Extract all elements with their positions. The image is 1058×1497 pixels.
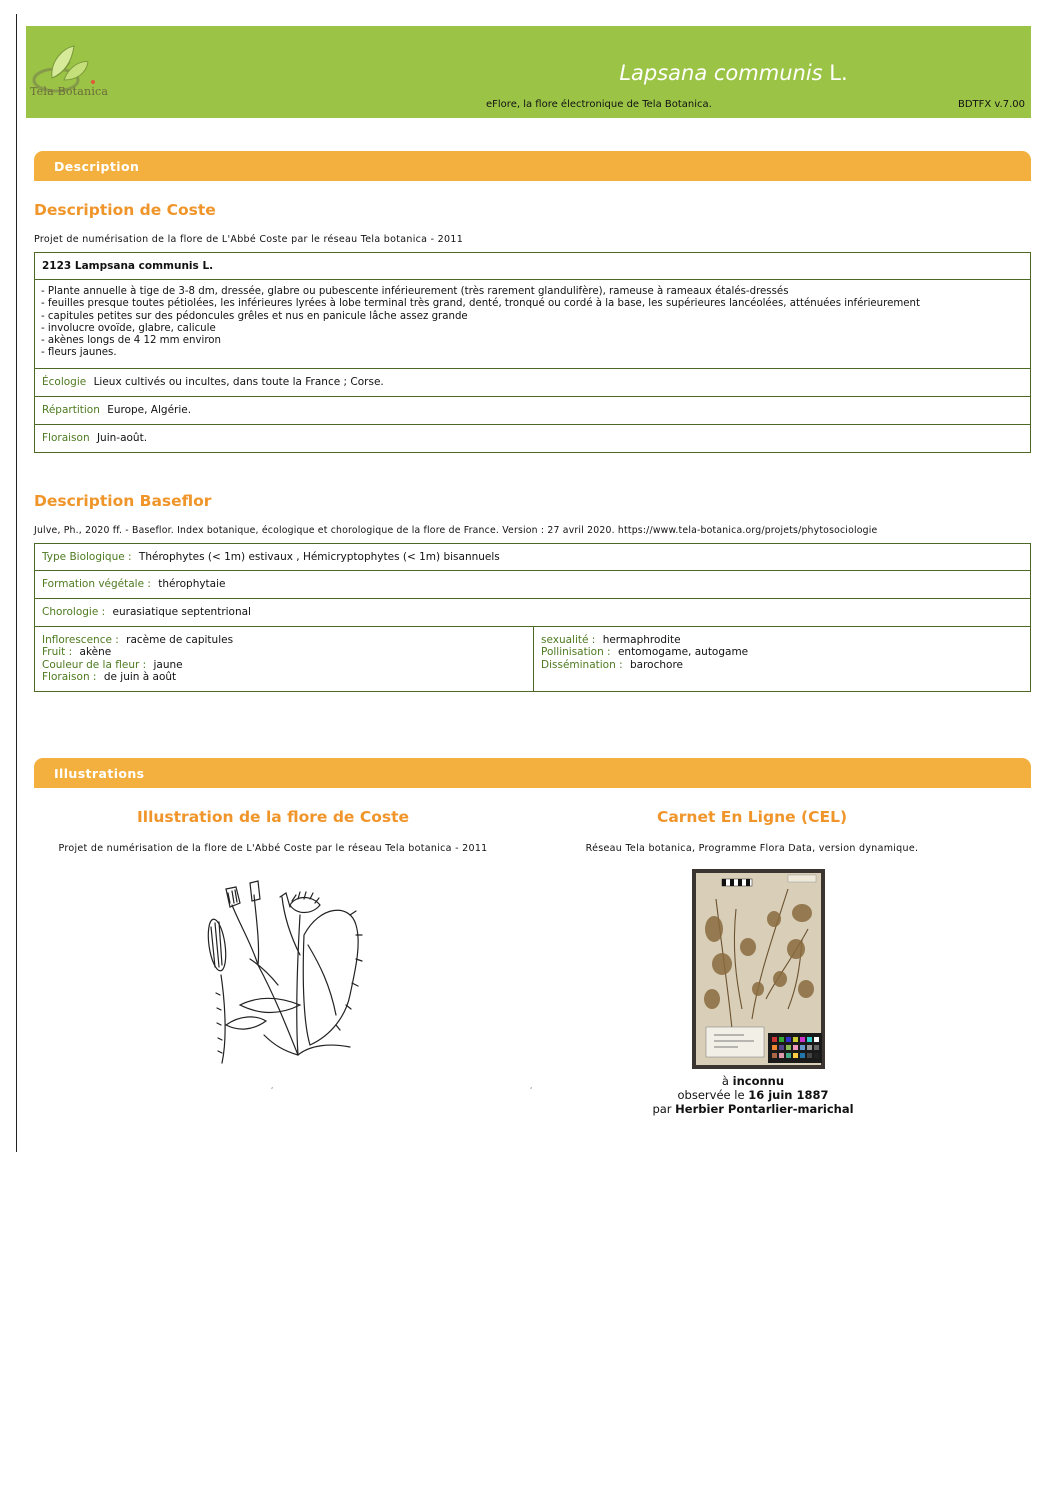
coste-description-row	[34, 279, 1031, 369]
cel-location-prefix: à	[721, 1074, 729, 1088]
pollinisation-value: entomogame, autogame	[617, 646, 749, 659]
floraison-row	[34, 424, 1031, 453]
coste-line: - involucre ovoïde, glabre, calicule	[41, 322, 216, 334]
coste-line: - feuilles presque toutes pétiolées, les inférieures lyrées à lobe terminal très grand, denté, tronqué ou cordé à la base, les supérieures lancéolées, atténuées inférieurement	[41, 298, 920, 310]
coste-name-row	[34, 252, 1031, 280]
coste-line: - fleurs jaunes.	[41, 347, 117, 359]
fruit-value: akène	[79, 646, 112, 659]
chorologie-value: eurasiatique septentrional	[112, 606, 251, 618]
description-section-bar: Description	[34, 151, 1031, 181]
sexualite-value: hermaphrodite	[602, 634, 681, 646]
herbarium-specimen-image	[692, 869, 825, 1069]
inflorescence-value: racème de capitules	[126, 634, 234, 646]
coste-line: - akènes longs de 4 12 mm environ	[41, 335, 221, 347]
coste-illustration-source: Projet de numérisation de la flore de L'Abbé Coste par le réseau Tela botanica - 2011	[58, 843, 488, 854]
ecologie-row	[34, 368, 1031, 397]
repartition-label: Répartition	[42, 404, 100, 416]
coste-line: - Plante annuelle à tige de 3-8 dm, dressée, glabre ou pubescente inférieurement (très rarement glandulifère), rameuse à rameaux étalés-dressés	[41, 286, 789, 297]
fruit-label: Fruit :	[42, 646, 73, 659]
type-biologique-value: Thérophytes (< 1m) estivaux , Hémicryptophytes (< 1m) bisannuels	[138, 551, 500, 563]
illustrations-section-bar: Illustrations	[34, 758, 1031, 788]
floraison-baseflor-label: Floraison :	[42, 671, 97, 684]
baseflor-heading: Description Baseflor	[34, 492, 212, 510]
cel-location: inconnu	[732, 1074, 785, 1088]
coste-line-drawing	[200, 875, 365, 1067]
title-author: L.	[829, 61, 848, 85]
formation-vegetale-value: thérophytaie	[158, 578, 226, 590]
couleur-fleur-label: Couleur de la fleur :	[42, 658, 147, 671]
pollinisation-label: Pollinisation :	[541, 646, 611, 659]
cel-observer: Herbier Pontarlier-marichal	[675, 1102, 854, 1116]
floraison-baseflor-value: de juin à août	[103, 671, 177, 684]
header-subtitle: eFlore, la flore électronique de Tela Botanica.	[486, 99, 712, 110]
floraison-value: Juin-août.	[96, 432, 148, 444]
chorologie-label: Chorologie :	[42, 606, 106, 618]
coste-line: - capitules petites sur des pédoncules grêles et nus en panicule lâche assez grande	[41, 310, 468, 322]
traits-row	[34, 626, 1031, 692]
floraison-label: Floraison	[42, 432, 90, 444]
inflorescence-label: Inflorescence :	[42, 634, 119, 646]
ecologie-value: Lieux cultivés ou incultes, dans toute la France ; Corse.	[93, 376, 384, 388]
traits-left-cell	[35, 627, 534, 691]
coste-illustration-heading: Illustration de la flore de Coste	[136, 808, 409, 826]
repartition-value: Europe, Algérie.	[107, 404, 192, 416]
cel-date-prefix: observée le	[677, 1088, 745, 1102]
page-title	[26, 61, 1031, 85]
sexualite-label: sexualité :	[541, 634, 596, 646]
header-version: BDTFX v.7.00	[957, 99, 1025, 110]
coste-heading: Description de Coste	[34, 201, 216, 219]
separator-mark: ,	[530, 1082, 533, 1090]
repartition-row	[34, 396, 1031, 425]
coste-description-text	[35, 280, 1030, 366]
formation-vegetale-row	[34, 570, 1031, 599]
cel-heading: Carnet En Ligne (CEL)	[656, 808, 848, 826]
type-biologique-row	[34, 543, 1031, 571]
coste-source: Projet de numérisation de la flore de L'Abbé Coste par le réseau Tela botanica - 2011	[34, 234, 464, 245]
page-header	[26, 26, 1031, 118]
couleur-fleur-value: jaune	[153, 658, 183, 671]
dissemination-value: barochore	[629, 658, 683, 671]
baseflor-source: Julve, Ph., 2020 ff. - Baseflor. Index botanique, écologique et chorologique de la flore de France. Version : 27 avril 2020. https://www.tela-botanica.org/projets/phytosociologie	[34, 525, 878, 536]
formation-vegetale-label: Formation végétale :	[42, 578, 151, 590]
dissemination-label: Dissémination :	[541, 658, 623, 671]
type-biologique-label: Type Biologique :	[42, 551, 132, 563]
coste-taxon-name: 2123 Lampsana communis L.	[42, 260, 214, 272]
coste-illustration-caption-mark: ,	[271, 1082, 274, 1090]
cel-source: Réseau Tela botanica, Programme Flora Data, version dynamique.	[585, 843, 919, 854]
logo-text: Tela Botanica	[30, 85, 109, 98]
cel-observer-prefix: par	[652, 1102, 672, 1116]
chorologie-row	[34, 598, 1031, 627]
cel-date: 16 juin 1887	[748, 1088, 829, 1102]
left-margin-rule	[16, 14, 17, 1152]
cel-caption	[588, 1074, 918, 1116]
traits-right-cell	[534, 627, 1030, 691]
ecologie-label: Écologie	[42, 376, 87, 388]
title-scientific-name: Lapsana communis	[619, 61, 823, 85]
